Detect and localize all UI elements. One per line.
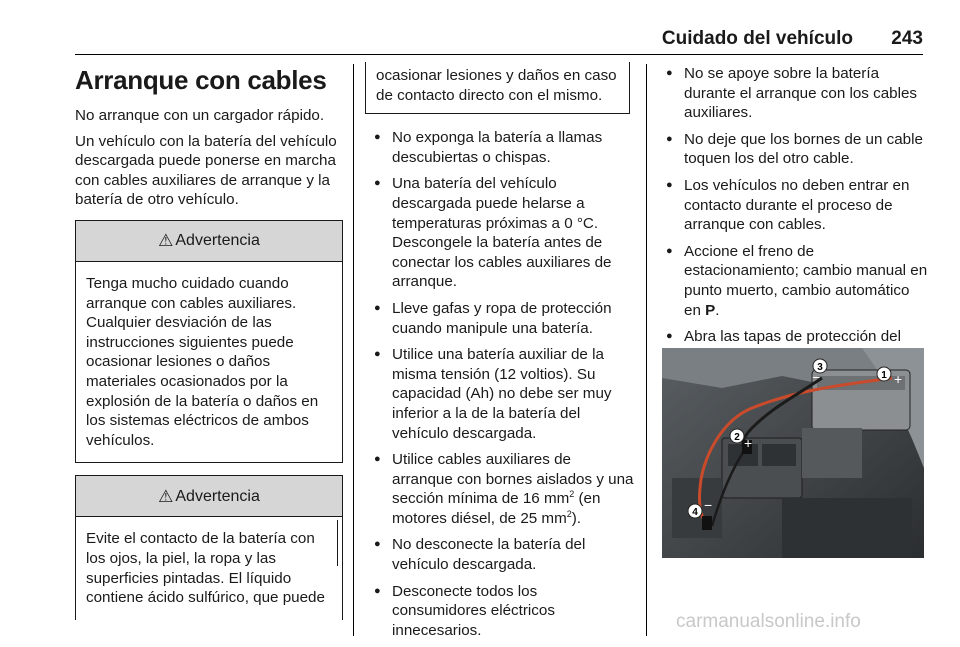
warning-box-2-right-border (337, 520, 338, 566)
warning-icon: ⚠ (158, 231, 174, 251)
column-1 (75, 64, 343, 620)
list-item: ● No deje que los bornes de un cable toquen los del otro cable. (660, 130, 928, 169)
column-3 (660, 64, 928, 393)
watermark: carmanualsonline.info (676, 611, 861, 632)
warning-text: Tenga mucho cuidado cuando arranque con cables auxiliares. Cualquier desviación de las instrucciones siguientes puede ocasionar lesiones o daños materiales ocasionados por la explosión de la batería o daños en los sistemas eléctricos de ambos vehículos. (86, 274, 319, 449)
figure-label: 1 (881, 370, 887, 381)
column-divider-2 (646, 64, 647, 636)
list-item-text: Utilice cables auxiliares de arranque con bornes aislados y una sección mínima de 16 mm (392, 451, 634, 508)
list-item-text: (en motores diésel, de 25 mm (392, 490, 601, 527)
plus-terminal-mark: + (894, 371, 903, 387)
warning-box-2-left-border (75, 520, 76, 566)
list-item-text: . (715, 301, 720, 319)
list-item: ● No desconecte la batería del vehículo descargada. (368, 535, 634, 574)
section-title: Cuidado del vehículo (661, 28, 853, 49)
warning-title: Advertencia (175, 232, 260, 250)
list-item: ● Los vehículos no deben entrar en contacto durante el proceso de arranque con cables. (660, 176, 928, 235)
list-item: ● Lleve gafas y ropa de protección cuando manipule una batería. (368, 299, 634, 338)
column-2 (368, 64, 634, 647)
superscript: 2 (569, 489, 575, 500)
paragraph-1: No arranque con un cargador rápido. (75, 107, 325, 124)
precautions-list (368, 128, 634, 640)
warning-continuation (365, 62, 630, 114)
list-item: ● Abra las tapas de protección del (660, 327, 928, 386)
page-number: 243 (891, 28, 923, 49)
warning-continuation-text: ocasionar lesiones y daños en caso de contacto directo con el mismo. (376, 67, 617, 104)
minus-terminal-mark: − (812, 369, 821, 385)
list-item-text: Accione el freno de estacionamiento; cambio manual en punto muerto, cambio automático en (684, 242, 928, 319)
warning-box-1 (75, 220, 343, 463)
list-item (368, 450, 634, 528)
figure-label: 4 (692, 507, 698, 518)
paragraph-2: Un vehículo con la batería del vehículo descargada puede ponerse en marcha con cables auxiliares de arranque y la batería de otro vehículo. (75, 132, 337, 209)
warning-text: Evite el contacto de la batería con los ojos, la piel, la ropa y las superficies pintadas. El líquido contiene ácido sulfúrico, que puede (86, 530, 325, 607)
section-heading: Arranque con cables (75, 65, 327, 95)
engine-bay-figure (662, 348, 924, 558)
list-item: ● Utilice una batería auxiliar de la misma tensión (12 voltios). Su capacidad (Ah) no debe ser muy inferior a la de la batería del vehículo descargada. (368, 345, 634, 443)
page-header (75, 28, 923, 54)
warning-header (76, 221, 342, 262)
list-item: ● No exponga la batería a llamas descubiertas o chispas. (368, 128, 634, 167)
column-divider-1 (353, 64, 354, 636)
minus-terminal-mark: − (704, 497, 713, 513)
warning-icon: ⚠ (158, 486, 174, 506)
list-item (660, 242, 928, 320)
list-item-text: ). (571, 509, 582, 527)
warning-box-2 (75, 475, 343, 619)
list-item: ● Desconecte todos los consumidores eléctricos innecesarios. (368, 582, 634, 641)
figure-label: 3 (817, 362, 823, 373)
warning-title: Advertencia (175, 487, 260, 505)
header-rule (75, 54, 923, 55)
plus-terminal-mark: + (744, 435, 753, 451)
list-item: ● Una batería del vehículo descargada puede helarse a temperaturas próximas a 0 °C. Descongele la batería antes de conectar los cables auxiliares de arranque. (368, 174, 634, 292)
warning-header (76, 476, 342, 517)
figure-label: 2 (734, 432, 740, 443)
gear-position-p: P (705, 301, 716, 319)
engine-bay-illustration (662, 348, 924, 558)
superscript: 2 (566, 508, 572, 519)
list-item: ● No se apoye sobre la batería durante el arranque con los cables auxiliares. (660, 64, 928, 123)
steps-list (660, 64, 928, 386)
